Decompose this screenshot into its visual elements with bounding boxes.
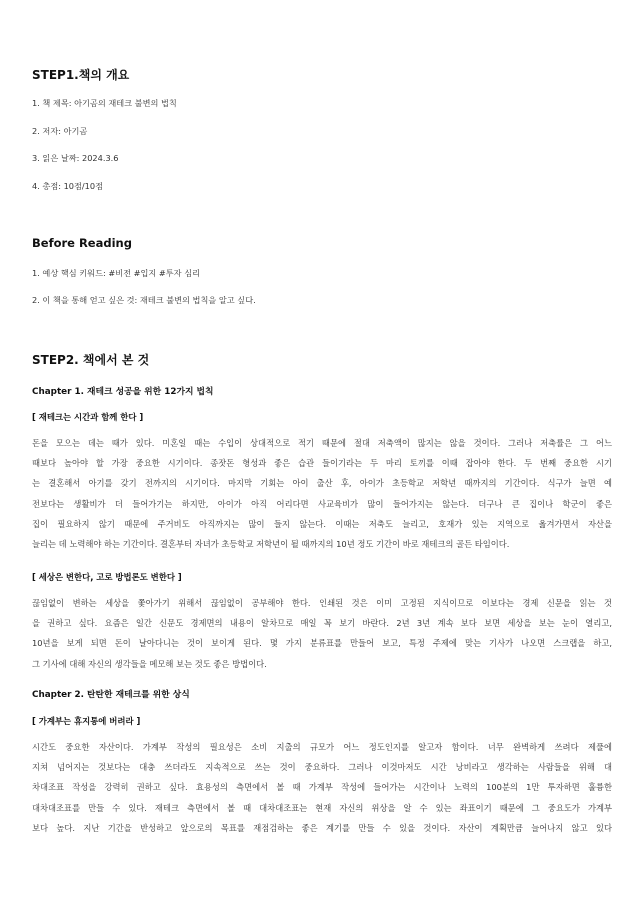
- paragraph-line: 시간도 중요한 자산이다. 가계부 작성의 필요성은 소비 지출의 규모가 어느 정도인지를 알고자 함이다. 너무 완벽하게 쓰려다 제풀에: [32, 742, 612, 752]
- author-item: 2. 저자: 아기곰: [32, 126, 88, 136]
- chapter1-section2-heading: [ 세상은 변한다, 고로 방법론도 변한다 ]: [32, 572, 182, 582]
- score-item: 4. 총점: 10점/10점: [32, 181, 104, 191]
- chapter2-section1-paragraph: [32, 737, 612, 838]
- paragraph-line: 끊임없이 변하는 세상을 쫓아가기 위해서 끊임없이 공부해야 한다. 인쇄된 것은 이미 고정된 지식이므로 이보다는 경제 신문을 읽는 것: [32, 598, 612, 608]
- keywords-item: 1. 예상 핵심 키워드: #비전 #입지 #투자 심리: [32, 268, 201, 278]
- paragraph-line: 때보다 높아야 할 가장 중요한 시기이다. 종잣돈 형성과 좋은 습관 들이기라는 두 마리 토끼를 이때 잡아야 한다. 두 번째 중요한 시기: [32, 458, 612, 469]
- paragraph-line: 대차대조표를 만들 수 있다. 재테크 측면에서 볼 때 대차대조표는 현재 자신의 위상을 알 수 있는 좌표이기 때문에 그 중요도가 가계부: [32, 802, 612, 813]
- paragraph-line: 보다 높다. 지난 기간을 반성하고 앞으로의 목표를 재점검하는 좋은 계기를 만들 수 있을 것이다. 자산이 계획만큼 늘어나지 않고 있다: [32, 822, 612, 833]
- chapter2-title: Chapter 2. 탄탄한 재테크를 위한 상식: [32, 690, 190, 700]
- step1-title: STEP1.책의 개요: [32, 68, 130, 82]
- chapter1-section2-paragraph: [32, 593, 612, 674]
- paragraph-line: 지쳐 넘어지는 것보다는 대충 쓰더라도 지속적으로 쓰는 것이 중요하다. 그러나 이것마저도 시간 낭비라고 생각하는 사람들을 위해 대: [32, 762, 612, 773]
- paragraph-line: 늘리는 데 노력해야 하는 기간이다. 결혼부터 자녀가 초등학교 저학년이 될 때까지의 10년 정도 기간이 바로 재테크의 골든 타임이다.: [32, 538, 510, 549]
- paragraph-line: 집이 필요하지 않기 때문에 주거비도 아직까지는 많이 들지 않는다. 이때는 저축도 늘리고, 호재가 있는 지역으로 옮겨가면서 자산을: [32, 518, 612, 529]
- chapter1-section1-heading: [ 재테크는 시간과 함께 한다 ]: [32, 412, 144, 422]
- read-date-item: 3. 읽은 날짜: 2024.3.6: [32, 153, 119, 163]
- paragraph-line: 그 기사에 대해 자신의 생각들을 메모해 보는 것도 좋은 방법이다.: [32, 658, 267, 669]
- paragraph-line: 10년을 보게 되면 돈이 날아다니는 것이 보이게 된다. 몇 가지 분류표를 만들어 보고, 특정 주제에 맞는 기사가 나오면 스크랩을 하고,: [32, 638, 612, 649]
- chapter1-section1-paragraph: [32, 433, 612, 554]
- step2-title: STEP2. 책에서 본 것: [32, 353, 150, 367]
- paragraph-line: 차대조표 작성을 강력히 권하고 싶다. 효용성의 측면에서 볼 때 가계부 작성에 들어가는 시간이나 노력의 100분의 1만 투자하면 훌륭한: [32, 782, 612, 793]
- chapter1-title: Chapter 1. 재테크 성공을 위한 12가지 법칙: [32, 387, 214, 397]
- paragraph-line: 을 권하고 싶다. 요즘은 일간 신문도 경제면의 내용이 알차므로 매일 꼭 보기 바란다. 2년 3년 계속 보다 보면 세상을 보는 눈이 열리고,: [32, 618, 612, 629]
- paragraph-line: 전보다는 생활비가 더 들어가기는 하지만, 아이가 아직 어리다면 사교육비가 많이 들어가지는 않는다. 더구나 큰 집이나 학군이 좋은: [32, 498, 612, 509]
- book-title-item: 1. 책 제목: 아기곰의 재테크 불변의 법칙: [32, 98, 177, 108]
- paragraph-line: 돈을 모으는 데는 때가 있다. 미혼일 때는 수입이 상대적으로 적기 때문에 절대 저축액이 많지는 않을 것이다. 그러나 저축률은 그 어느: [32, 438, 612, 448]
- goal-item: 2. 이 책을 통해 얻고 싶은 것: 재테크 불변의 법칙을 알고 싶다.: [32, 295, 256, 305]
- before-reading-title: Before Reading: [32, 236, 132, 250]
- chapter2-section1-heading: [ 가계부는 휴지통에 버려라 ]: [32, 716, 141, 726]
- paragraph-line: 는 결혼해서 아기를 갖기 전까지의 시기이다. 마지막 기회는 아이 출산 후, 아이가 초등학교 저학년 때까지의 기간이다. 식구가 늘면 예: [32, 478, 612, 489]
